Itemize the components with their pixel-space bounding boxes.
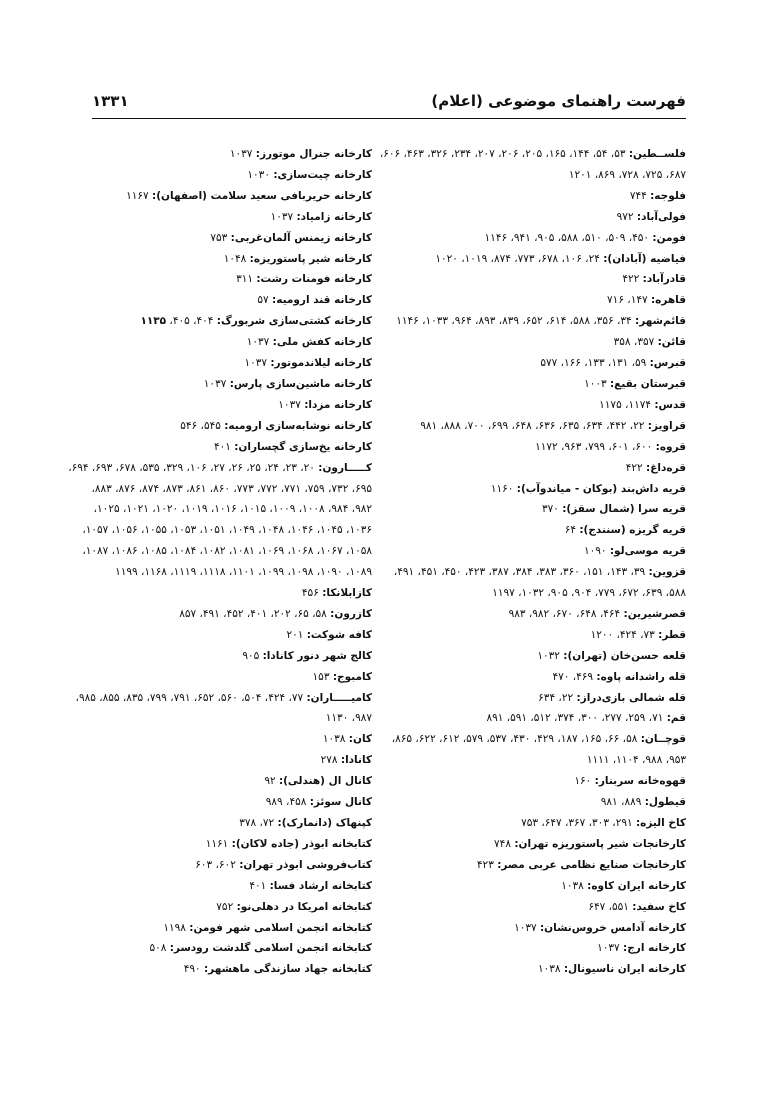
index-term: قریه موسی‌لو: bbox=[609, 545, 686, 558]
index-term: فولی‌آباد: bbox=[636, 210, 686, 223]
index-term: کارخانه مزدا: bbox=[304, 398, 372, 411]
index-entry bbox=[386, 688, 686, 709]
page-references: ۲۹۱، ۳۰۳، ۳۶۷، ۶۴۷، ۷۵۳ bbox=[521, 817, 636, 829]
index-entry bbox=[386, 541, 686, 562]
index-entry bbox=[76, 834, 372, 855]
header-rule bbox=[92, 118, 686, 119]
index-entry bbox=[386, 918, 686, 939]
index-term: فومن: bbox=[652, 231, 686, 244]
page-references: ۲۰۱ bbox=[286, 628, 307, 641]
index-term: قله شمالی بازی‌دراز: bbox=[576, 691, 686, 704]
index-term: کارخانه ایران کاوه: bbox=[587, 879, 686, 892]
index-term: کارخانه ایران ناسیونال: bbox=[563, 963, 686, 976]
index-term: کارخانه ارج: bbox=[623, 942, 686, 955]
index-term: قراویز: bbox=[647, 419, 686, 432]
page-references: ۷۵۲ bbox=[216, 900, 237, 913]
index-term: قاهره: bbox=[650, 294, 686, 307]
page-references: ۲۴، ۱۰۶، ۶۷۸، ۷۷۳، ۸۷۴، ۱۰۱۹، ۱۰۲۰ bbox=[435, 252, 604, 265]
page-references: ۱۰۵۸، ۱۰۶۷، ۱۰۶۸، ۱۰۶۹، ۱۰۸۱، ۱۰۸۲، ۱۰۸۴، ۱۰۸۵، ۱۰۸۶، ۱۰۸۷، bbox=[82, 545, 372, 558]
index-entry bbox=[386, 311, 686, 332]
index-term: کارخانه لیلاندموتور: bbox=[270, 357, 372, 370]
page-references: ۴۲۲ bbox=[622, 273, 643, 286]
page-references: ۹۲ bbox=[264, 775, 279, 788]
index-entry bbox=[386, 604, 686, 625]
index-entry bbox=[386, 374, 686, 395]
index-term: قصرشیرین: bbox=[623, 607, 686, 620]
page-references: ۱۰۳۸ bbox=[561, 879, 588, 892]
index-entry bbox=[386, 729, 686, 750]
page-references: ۱۰۳۰ bbox=[247, 168, 274, 181]
page-references: ۱۰۳۷ bbox=[203, 377, 230, 390]
page-references: ۳۹، ۱۴۳، ۱۵۱، ۳۶۰، ۳۸۳، ۳۸۴، ۳۸۷، ۴۲۳، ۴۵۰، ۴۵۱، ۴۹۱، bbox=[393, 566, 649, 579]
index-term: قطر: bbox=[658, 628, 686, 641]
index-entry-continuation bbox=[386, 165, 686, 186]
index-term: کتابخانه ارشاد فسا: bbox=[269, 879, 372, 892]
index-entry bbox=[386, 876, 686, 897]
index-entry bbox=[386, 855, 686, 876]
index-entry bbox=[386, 792, 686, 813]
index-entry bbox=[386, 249, 686, 270]
index-entry bbox=[386, 897, 686, 918]
index-term: کتابخانه جهاد سازندگی ماهشهر: bbox=[203, 963, 372, 976]
index-entry bbox=[386, 771, 686, 792]
index-term: کارخانجات شیر پاستوریزه تهران: bbox=[514, 837, 686, 850]
page-references: ۱۰۳۷ bbox=[270, 210, 297, 223]
index-term: کارخانه شیر پاستوریزه: bbox=[249, 252, 372, 265]
page-references: ۴۰۴، ۴۰۵، bbox=[166, 315, 217, 328]
page-references: ۷۷، ۴۲۴، ۵۰۴، ۵۶۰، ۶۵۲، ۷۹۱، ۷۹۹، ۸۳۵، ۸۵۵، ۹۸۵، bbox=[75, 691, 307, 704]
index-term: قوچــان: bbox=[640, 733, 686, 746]
index-term: قدس: bbox=[654, 398, 686, 411]
index-term: کالج شهر دنور کانادا: bbox=[262, 649, 372, 662]
index-entry bbox=[76, 353, 372, 374]
page-references: ۷۳، ۴۲۴، ۱۲۰۰ bbox=[590, 628, 659, 641]
index-entry bbox=[386, 353, 686, 374]
index-entry bbox=[76, 311, 372, 332]
page-references: ۳۱۱ bbox=[236, 273, 257, 286]
page-references: ۱۰۳۲ bbox=[537, 649, 564, 662]
index-entry bbox=[386, 437, 686, 458]
page-references: ۱۰۳۷ bbox=[246, 336, 273, 349]
index-entry bbox=[386, 479, 686, 500]
index-entry bbox=[76, 813, 372, 834]
index-entry-continuation bbox=[76, 541, 372, 562]
page-number: ۱۳۳۱ bbox=[92, 92, 129, 110]
page-references: ۱۱۶۰ bbox=[490, 482, 517, 495]
index-term: قره‌داغ: bbox=[646, 461, 686, 474]
index-entry bbox=[386, 959, 686, 980]
index-entry-continuation bbox=[76, 499, 372, 520]
index-term: کارخانه زیمنس آلمان‌غربی: bbox=[230, 231, 372, 244]
page-references: ۲۲، ۶۳۴ bbox=[538, 691, 577, 704]
page-references: ۸۸۹، ۹۸۱ bbox=[600, 796, 645, 809]
page-references: ۴۲۲ bbox=[625, 461, 647, 474]
page-references: ۱۰۹۰ bbox=[583, 545, 610, 558]
index-term: کتاب‌فروشی ابوذر تهران: bbox=[239, 858, 372, 871]
page-references: ۹۷۲ bbox=[616, 210, 637, 223]
page-references: ۵۴۵، ۵۴۶ bbox=[180, 419, 225, 432]
index-term: کارخانه جنرال موتورز: bbox=[255, 148, 372, 160]
index-entry bbox=[386, 186, 686, 207]
page-references: ۴۶۴، ۶۴۸، ۶۷۰، ۹۸۲، ۹۸۳ bbox=[508, 607, 624, 620]
page-references: ۲۷۸ bbox=[320, 754, 341, 767]
page-references: ۵۸، ۶۶، ۱۶۵، ۱۸۷، ۴۲۹، ۴۳۰، ۵۳۷، ۵۷۹، ۶۱۲، ۶۲۲، ۸۶۵، bbox=[391, 733, 641, 746]
index-term: قائم‌شهر: bbox=[635, 315, 686, 328]
index-term: کارخانه کشتی‌سازی شربورگ: bbox=[216, 315, 372, 328]
page-references: ۱۰۳۷ bbox=[597, 942, 624, 955]
index-term: کارخانه یخ‌سازی گچساران: bbox=[234, 440, 372, 453]
index-term: قادرآباد: bbox=[642, 273, 686, 286]
index-entry bbox=[76, 771, 372, 792]
page-references: ۱۰۴۸ bbox=[223, 252, 250, 265]
index-entry bbox=[76, 855, 372, 876]
index-entry bbox=[379, 144, 686, 165]
page-references: ۷۴۴ bbox=[629, 189, 651, 202]
index-entry bbox=[386, 269, 686, 290]
index-entry bbox=[76, 583, 372, 604]
page-header bbox=[92, 92, 686, 116]
page-references: ۱۱۶۷ bbox=[126, 189, 153, 202]
index-entry bbox=[386, 646, 686, 667]
index-term: کارخانه زامیاد: bbox=[296, 210, 372, 223]
index-term: کتابخانه امریکا در دهلی‌نو: bbox=[236, 900, 372, 913]
page-references: ۷۱، ۲۵۹، ۲۷۷، ۳۰۰، ۳۷۴، ۵۱۲، ۵۹۱، ۸۹۱ bbox=[486, 712, 667, 725]
page-references: ۹۸۷، ۱۱۳۰ bbox=[325, 712, 372, 725]
index-term: قهوه‌خانه سربنار: bbox=[594, 775, 686, 788]
index-term: کارخانه حریربافی سعید سلامت (اصفهان): bbox=[152, 189, 372, 202]
index-term: قلعه حسن‌خان (تهران): bbox=[563, 649, 686, 662]
index-entry bbox=[76, 897, 372, 918]
index-entry bbox=[76, 959, 372, 980]
index-entry bbox=[386, 207, 686, 228]
page-references: ۴۰۱ bbox=[213, 440, 235, 453]
index-entry-continuation bbox=[76, 562, 372, 583]
page-references: ۵۰۸ bbox=[149, 942, 170, 955]
index-term: کپنهاک (دانمارک): bbox=[277, 817, 372, 829]
page-references: ۳۷۰ bbox=[541, 503, 563, 516]
index-entry bbox=[76, 165, 372, 186]
index-entry bbox=[76, 332, 372, 353]
page-references: ۳۴، ۳۵۶، ۵۸۸، ۶۱۴، ۶۵۲، ۸۳۹، ۸۹۳، ۹۶۴، ۱۰۳۳، ۱۱۴۶ bbox=[396, 315, 636, 328]
index-term: کارخانه آدامس خروس‌نشان: bbox=[539, 921, 686, 934]
index-term: کتابخانه انجمن اسلامی گلدشت رودسر: bbox=[169, 942, 372, 955]
index-column-right bbox=[379, 144, 686, 980]
page-references: ۱۴۷، ۷۱۶ bbox=[607, 294, 651, 307]
index-entry bbox=[386, 290, 686, 311]
page-references: ۱۰۳۸ bbox=[537, 963, 564, 976]
page-references: ۴۵۰، ۵۰۹، ۵۱۰، ۵۸۸، ۹۰۵، ۹۴۱، ۱۱۴۶ bbox=[484, 231, 653, 244]
index-term: کارخانه چیت‌سازی: bbox=[273, 168, 372, 181]
index-entry bbox=[76, 918, 372, 939]
index-entry bbox=[386, 708, 686, 729]
page-references: ۱۱۹۸ bbox=[163, 921, 190, 934]
index-entry bbox=[76, 144, 372, 165]
page-references: ۹۸۲، ۹۸۴، ۱۰۰۸، ۱۰۰۹، ۱۰۱۵، ۱۰۱۶، ۱۰۱۹، ۱۰۲۰، ۱۰۲۱، ۱۰۲۵، bbox=[93, 503, 372, 516]
index-entry bbox=[76, 269, 372, 290]
index-entry bbox=[386, 228, 686, 249]
index-entry bbox=[386, 813, 686, 834]
page-references: ۶۸۷، ۷۲۵، ۷۲۸، ۸۶۹، ۱۲۰۱ bbox=[568, 168, 686, 181]
index-term: کانادا: bbox=[340, 754, 372, 767]
index-entry-continuation bbox=[76, 708, 372, 729]
index-entry bbox=[76, 750, 372, 771]
index-entry bbox=[76, 646, 372, 667]
index-term: قیطول: bbox=[644, 796, 686, 809]
page-references: ۱۱۷۴، ۱۱۷۵ bbox=[599, 398, 655, 411]
index-entry bbox=[386, 625, 686, 646]
index-term: قائن: bbox=[657, 336, 686, 349]
page-references: ۷۵۳ bbox=[210, 231, 231, 244]
page-references: ۶۹۵، ۷۳۲، ۷۵۹، ۷۷۱، ۷۷۲، ۷۷۳، ۸۶۰، ۸۶۱، ۸۷۳، ۸۷۴، ۸۷۶، ۸۸۳، bbox=[91, 482, 372, 495]
index-term: کارخانجات صنایع نظامی عربی مصر: bbox=[497, 858, 686, 871]
index-term: کارخانه فومنات رشت: bbox=[256, 273, 372, 286]
index-entry bbox=[76, 688, 372, 709]
index-entry bbox=[76, 228, 372, 249]
index-term: قزوین: bbox=[648, 566, 686, 579]
index-term: قم: bbox=[666, 712, 686, 725]
page-references: ۹۰۵ bbox=[242, 649, 263, 662]
index-term: کانال سوئز: bbox=[309, 796, 372, 809]
index-entry bbox=[76, 625, 372, 646]
index-term: کافه شوکت: bbox=[306, 628, 372, 641]
index-entry bbox=[386, 332, 686, 353]
page-references: ۱۰۸۹، ۱۰۹۰، ۱۰۹۸، ۱۰۹۹، ۱۱۰۱، ۱۱۱۸، ۱۱۱۹، ۱۱۶۸، ۱۱۹۹ bbox=[115, 566, 372, 579]
index-entry-continuation bbox=[76, 520, 372, 541]
index-entry-continuation bbox=[76, 479, 372, 500]
page-title: فهرست راهنمای موضوعی (اعلام) bbox=[431, 92, 686, 110]
index-entry bbox=[76, 290, 372, 311]
index-entry bbox=[76, 437, 372, 458]
index-entry bbox=[76, 604, 372, 625]
index-term: فلوجه: bbox=[650, 189, 686, 202]
page-references: ۴۲۳ bbox=[476, 858, 498, 871]
index-term: کاخ سفید: bbox=[632, 900, 686, 913]
index-entry-continuation bbox=[386, 750, 686, 771]
page-references: ۷۴۸ bbox=[494, 837, 515, 850]
index-term: فیاضیه (آبادان): bbox=[603, 252, 686, 265]
page-references: ۹۵۳، ۹۸۸، ۱۱۰۴، ۱۱۱۱ bbox=[586, 754, 686, 767]
index-term: کتابخانه انجمن اسلامی شهر فومن: bbox=[189, 921, 372, 934]
page-references: ۵۵۱، ۶۴۷ bbox=[588, 900, 633, 913]
index-term: کازابلانکا: bbox=[322, 587, 372, 600]
index-term: قریه گریزه (سنندج): bbox=[579, 524, 686, 537]
page-references: ۲۲، ۴۴۲، ۶۳۴، ۶۳۵، ۶۳۶، ۶۴۸، ۶۹۹، ۷۰۰، ۸۸۸، ۹۸۱ bbox=[420, 419, 648, 432]
page-references: ۱۰۳۷ bbox=[514, 921, 540, 934]
bold-page-reference: ۱۱۳۵ bbox=[140, 315, 167, 328]
index-term: قله راشدانه پاوه: bbox=[596, 670, 686, 683]
index-entry bbox=[386, 834, 686, 855]
index-entry bbox=[386, 520, 686, 541]
page-references: ۱۶۰ bbox=[574, 775, 595, 788]
index-entry bbox=[76, 395, 372, 416]
index-entry bbox=[386, 499, 686, 520]
page-references: ۶۴ bbox=[564, 524, 580, 537]
page-references: ۶۰۲، ۶۰۳ bbox=[195, 858, 240, 871]
index-entry bbox=[76, 938, 372, 959]
index-entry bbox=[76, 207, 372, 228]
index-column-left bbox=[68, 144, 372, 980]
page-references: ۱۰۳۶، ۱۰۴۵، ۱۰۴۶، ۱۰۴۸، ۱۰۴۹، ۱۰۵۱، ۱۰۵۳، ۱۰۵۵، ۱۰۵۶، ۱۰۵۷، bbox=[82, 524, 372, 537]
index-entry bbox=[386, 395, 686, 416]
page-references: ۱۰۰۳ bbox=[584, 377, 610, 390]
page-references: ۴۵۶ bbox=[301, 587, 323, 600]
index-entry bbox=[76, 249, 372, 270]
page-references: ۴۰۱ bbox=[249, 879, 270, 892]
page-references: ۵۸۸، ۶۳۹، ۶۷۲، ۷۷۹، ۹۰۴، ۹۰۵، ۱۰۳۲، ۱۱۹۷ bbox=[492, 587, 686, 600]
index-term: قبرستان بقیع: bbox=[609, 377, 686, 390]
page-references: ۱۱۶۱ bbox=[205, 837, 232, 850]
index-entry bbox=[386, 667, 686, 688]
index-entry bbox=[76, 667, 372, 688]
page-references: ۵۸، ۶۵، ۲۰۲، ۴۰۱، ۴۵۲، ۴۹۱، ۸۵۷ bbox=[179, 607, 331, 620]
index-term: کارخانه قند ارومیه: bbox=[272, 294, 372, 307]
page-references: ۴۶۹، ۴۷۰ bbox=[552, 670, 597, 683]
page-references: ۱۰۳۷ bbox=[229, 148, 256, 160]
page-references: ۵۷ bbox=[257, 294, 273, 307]
page-references: ۱۰۳۷ bbox=[278, 398, 305, 411]
index-term: کامیـــــاران: bbox=[306, 691, 372, 704]
index-term: کـــــارون: bbox=[318, 461, 372, 474]
index-term: قبرس: bbox=[649, 357, 686, 370]
index-entry bbox=[76, 186, 372, 207]
index-term: کارخانه ماشین‌سازی پارس: bbox=[229, 377, 372, 390]
index-entry bbox=[386, 458, 686, 479]
index-entry bbox=[76, 729, 372, 750]
index-term: کازرون: bbox=[330, 607, 372, 620]
page-references: ۲۰، ۲۳، ۲۴، ۲۵، ۲۶، ۲۷، ۱۰۶، ۳۲۹، ۵۳۵، ۶۷۸، ۶۹۳، ۶۹۴، bbox=[68, 461, 319, 474]
index-term: کارخانه نوشابه‌سازی ارومیه: bbox=[224, 419, 372, 432]
page-references: ۱۰۳۷ bbox=[244, 357, 271, 370]
index-entry bbox=[68, 458, 372, 479]
index-entry-continuation bbox=[386, 583, 686, 604]
index-entry bbox=[386, 938, 686, 959]
index-term: کتابخانه ابوذر (جاده لاکان): bbox=[231, 837, 372, 850]
page-references: ۵۳، ۵۴، ۱۴۴، ۱۶۵، ۲۰۵، ۲۰۶، ۲۰۷، ۲۳۴، ۳۲۶، ۴۶۳، ۶۰۶، bbox=[379, 148, 629, 160]
index-term: قروه: bbox=[655, 440, 686, 453]
page-references: ۷۲، ۳۷۸ bbox=[239, 817, 278, 829]
page-references: ۵۹، ۱۳۱، ۱۳۳، ۱۶۶، ۵۷۷ bbox=[540, 357, 650, 370]
index-entry bbox=[76, 374, 372, 395]
index-term: کان: bbox=[348, 733, 372, 746]
index-entry bbox=[386, 562, 686, 583]
index-term: کاخ الیزه: bbox=[635, 817, 686, 829]
index-term: کانال ال (هندلی): bbox=[278, 775, 372, 788]
page-references: ۴۹۰ bbox=[183, 963, 204, 976]
index-term: قریه داش‌بند (بوکان - میاندوآب): bbox=[516, 482, 686, 495]
page-references: ۱۵۳ bbox=[312, 670, 333, 683]
page-references: ۴۵۸، ۹۸۹ bbox=[265, 796, 310, 809]
index-entry bbox=[76, 416, 372, 437]
index-term: قریه سرا (شمال سقز): bbox=[562, 503, 686, 516]
page-references: ۱۰۳۸ bbox=[322, 733, 349, 746]
index-term: کامبوج: bbox=[332, 670, 372, 683]
index-entry bbox=[386, 416, 686, 437]
index-entry bbox=[76, 792, 372, 813]
page-references: ۳۵۷، ۳۵۸ bbox=[613, 336, 658, 349]
index-entry bbox=[76, 876, 372, 897]
index-term: کارخانه کفش ملی: bbox=[272, 336, 372, 349]
index-term: فلســطین: bbox=[628, 148, 686, 160]
page-references: ۶۰۰، ۶۰۱، ۷۹۹، ۹۶۳، ۱۱۷۲ bbox=[535, 440, 656, 453]
